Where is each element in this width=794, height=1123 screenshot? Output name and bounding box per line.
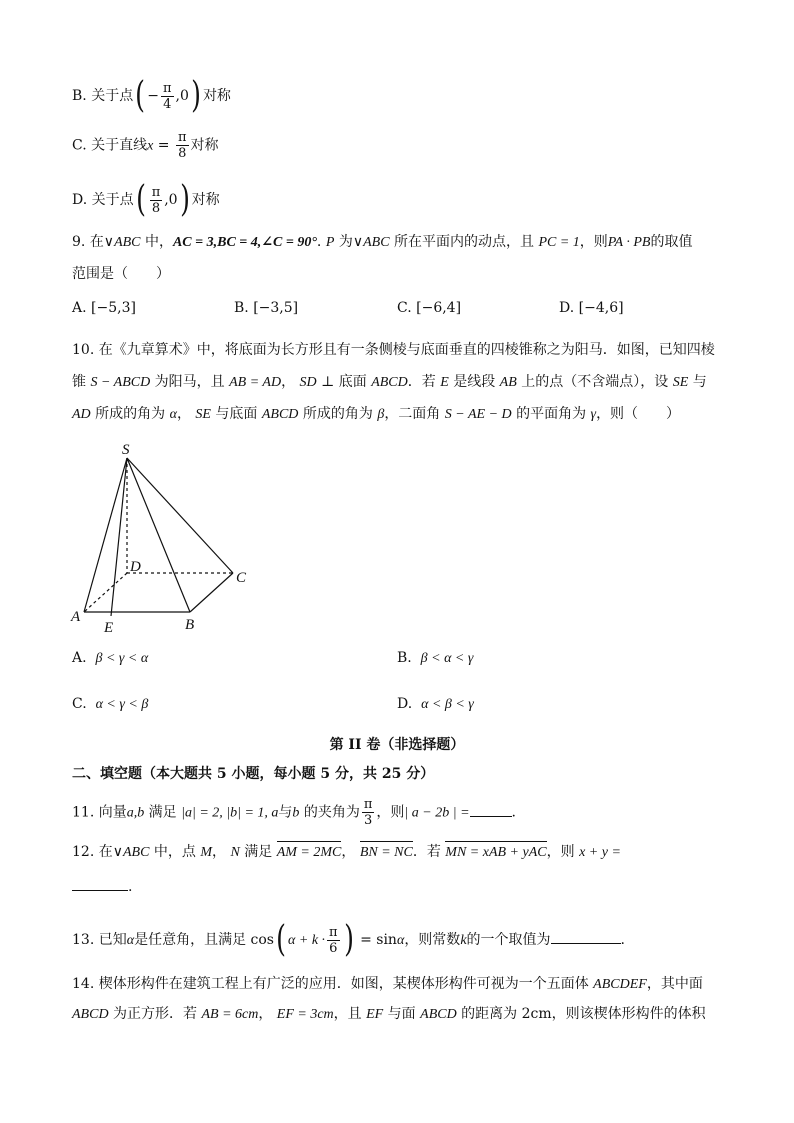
label-s: S <box>122 442 130 458</box>
fraction: $\frac{\pi}{6}$ <box>329 924 338 956</box>
label-e: E <box>104 620 114 636</box>
q9-option-c[interactable]: C. [−6,4] <box>397 300 462 316</box>
question-10-line3: AD 所成的角为 α， SE 与底面 ABCD 所成的角为 β，二面角 S − AE − D 的平面角为 γ，则（ ） <box>72 406 681 422</box>
edge-se <box>111 458 127 616</box>
edge-da <box>84 573 127 612</box>
section-title: 第 II 卷（非选择题） <box>329 737 465 753</box>
question-14-line1: 14. 楔体形构件在建筑工程上有广泛的应用．如图，某楔体形构件可视为一个五面体 ABCDEF，其中面 <box>72 976 703 992</box>
answer-blank[interactable] <box>551 929 621 944</box>
pyramid-figure <box>68 440 268 640</box>
label-b: B <box>185 617 195 633</box>
label-a: A <box>71 609 81 625</box>
edge-sc <box>127 458 233 573</box>
fraction: $\frac{\pi}{4}$ <box>162 80 172 112</box>
label-d: D <box>130 559 141 575</box>
answer-blank[interactable] <box>470 802 512 817</box>
question-12: 12. 在∨ABC 中，点 M， N 满足 AM = 2MC， BN = NC．若 MN = xAB + yAC，则 x + y = <box>72 842 621 863</box>
question-10-line2: 锥 S − ABCD 为阳马，且 AB = AD， SD ⊥ 底面 ABCD．若 E 是线段 AB 上的点（不含端点），设 SE 与 <box>72 374 707 390</box>
q10-option-d[interactable]: D. α < β < γ <box>397 696 474 712</box>
option-label: B. <box>72 88 87 104</box>
question-13: 13. 已知α是任意角，且满足 cos( α + k · $\frac{\pi}{6}$ ) = sinα，则常数k的一个取值为 . <box>72 919 625 960</box>
label-c: C <box>236 570 247 586</box>
answer-blank[interactable] <box>72 876 128 891</box>
q10-option-b[interactable]: B. β < α < γ <box>397 650 474 666</box>
edge-sa <box>84 458 127 612</box>
q9-option-b[interactable]: B. [−3,5] <box>234 300 299 316</box>
q10-option-a[interactable]: A. β < γ < α <box>72 650 149 666</box>
edge-bc <box>190 573 233 612</box>
q9-option-d[interactable]: D. [−4,6] <box>559 300 624 316</box>
question-9-line2: 范围是（ ） <box>72 266 170 282</box>
q10-option-c[interactable]: C. α < γ < β <box>72 696 149 712</box>
option-b-symmetry: B. 关于点( − $\frac{\pi}{4}$ ,0) 对称 <box>72 75 231 116</box>
question-9-line1: 9. 在∨ABC 中，AC = 3,BC = 4,∠C = 90°. P 为∨ABC 所在平面内的动点，且 PC = 1，则PA · PB的取值 <box>72 234 693 250</box>
question-14-line2: ABCD 为正方形．若 AB = 6cm， EF = 3cm，且 EF 与面 ABCD 的距离为 2cm，则该楔体形构件的体积 <box>72 1006 706 1022</box>
fraction: $\frac{\pi}{3}$ <box>363 797 373 828</box>
fraction: $\frac{\pi}{8}$ <box>151 184 161 216</box>
question-11: 11. 向量a,b 满足 |a| = 2, |b| = 1, a与b 的夹角为 $\frac{\pi}{3}$ ，则| a − 2b | = . <box>72 797 516 828</box>
q9-option-a[interactable]: A. [−5,3] <box>72 300 136 316</box>
option-d-symmetry: D. 关于点( $\frac{\pi}{8}$ ,0) 对称 <box>72 179 220 220</box>
fraction: $\frac{\pi}{8}$ <box>177 130 187 161</box>
section-heading: 二、填空题（本大题共 5 小题，每小题 5 分，共 25 分） <box>72 766 435 782</box>
edge-sb <box>127 458 190 612</box>
question-10-line1: 10. 在《九章算术》中，将底面为长方形且有一条侧棱与底面垂直的四棱锥称之为阳马．如图，已知四棱 <box>72 342 715 358</box>
option-c-symmetry: C. 关于直线x = $\frac{\pi}{8}$ 对称 <box>72 130 219 161</box>
question-12-blank-line: . <box>72 876 132 897</box>
